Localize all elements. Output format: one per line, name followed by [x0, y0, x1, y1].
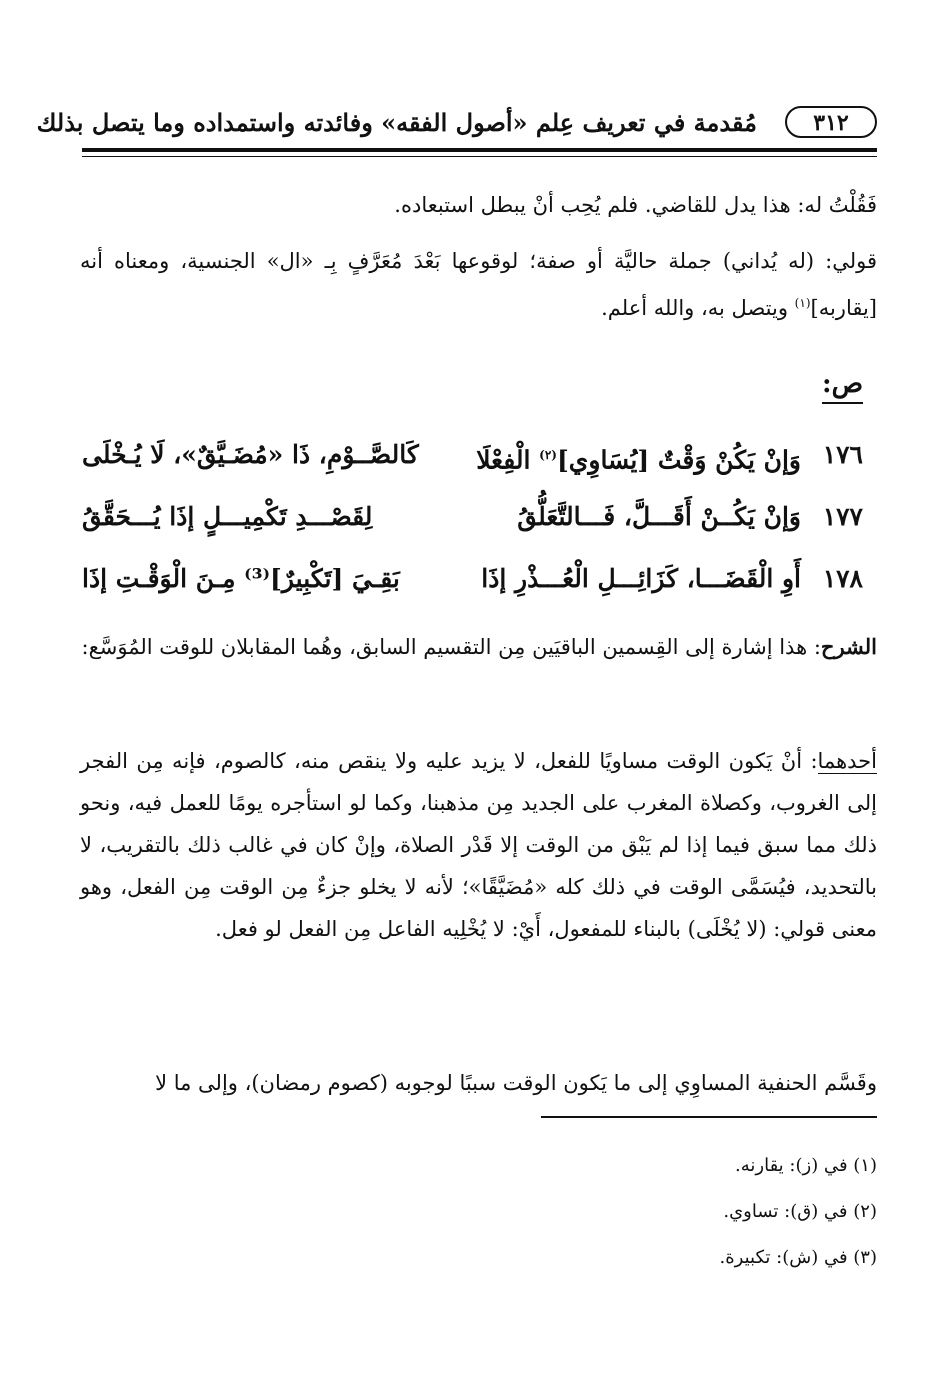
hemistich-text: الْفِعْلَا [476, 445, 540, 475]
verse-first-hemistich: وَإنْ يَكُــنْ أَقَـــلَّ، فَـــالتَّعَلُّقُ [517, 502, 801, 531]
footnote-1: (١) في (ز): يقارنه. [735, 1155, 877, 1176]
footnote-3: (٣) في (ش): تكبيرة. [719, 1247, 877, 1268]
header-rule-thick [82, 148, 877, 152]
header-rule-thin [82, 156, 877, 157]
verse-176 [82, 428, 863, 490]
first-type-label: أحدهما [817, 749, 877, 773]
verse-second-hemistich: بَقِـيَ [تَكْبِيرٌ]⁽³⁾ مِـنَ الْوَقْـتِ إذَا [82, 564, 400, 593]
footnote-2: (٢) في (ق): تساوي. [723, 1201, 877, 1222]
verse-second-hemistich: لِقَصْـــدِ تَكْمِيـــلٍ إذَا يُـــحَقَّقُ [82, 502, 373, 531]
paragraph-2 [80, 240, 877, 329]
running-header [36, 96, 877, 146]
verse-177 [82, 490, 863, 552]
verse-block [82, 428, 863, 614]
paragraph-first-type [80, 740, 877, 950]
footnote-ref-2: (٢) [539, 448, 557, 462]
paragraph-2-text-b: ويتصل به، والله أعلم. [601, 296, 795, 320]
verse-number: ١٧٨ [822, 564, 863, 593]
footnotes [80, 1146, 877, 1284]
page-number: ٣١٢ [785, 106, 877, 138]
footnote-ref-1: (١) [794, 296, 811, 310]
verse-first-hemistich [476, 428, 801, 487]
paragraph-1: فَقُلْتُ له: هذا يدل للقاضي. فلم يُحِب أنْ يبطل استبعاده. [394, 193, 877, 217]
verse-number: ١٧٦ [822, 440, 863, 469]
sharh-label: الشرح [820, 634, 877, 659]
paragraph-2-text-a: قولي: (له يُداني) جملة حاليَّة أو صفة؛ لوقوعها بَعْدَ مُعَرَّفٍ بِـ «ال» الجنسية، ومعناه أنه [يقاربه] [80, 249, 877, 320]
sharh-paragraph [80, 626, 877, 668]
verse-second-hemistich: كَالصَّــوْمِ، ذَا «مُضَـيَّقٌ»، لَا يُـخْلَى [82, 440, 419, 469]
verse-178 [82, 552, 863, 614]
verse-first-hemistich: أَوِ الْقَضَـــا، كَزَائِـــلِ الْعُـــذْرِ إذَا [481, 564, 801, 593]
section-marker-matn: ص: [822, 368, 863, 404]
hemistich-text: وَإنْ يَكُنْ وَقْتٌ [يُسَاوِي] [556, 445, 801, 475]
running-title: مُقدمة في تعريف عِلم «أصول الفقه» وفائدته واستمداده وما يتصل بذلك [36, 108, 757, 137]
paragraph-hanafi: وقَسَّم الحنفية المساوِي إلى ما يَكون الوقت سببًا لوجوبه (كصوم رمضان)، وإلى ما لا [155, 1071, 877, 1095]
first-type-text: : أنْ يَكون الوقت مساويًا للفعل، لا يزيد عليه ولا ينقص منه، كالصوم، فإنه مِن الفجر إلى الغروب، وكصلاة المغرب على الجديد مِن مذهبنا، وكما لو استأجره يومًا للعمل فيه، ونحو ذلك مما سبق فيما إذا لم يَبْق من الوقت إلا قَدْر الصلاة، وإنْ كان في غالب ذلك بالتقريب، لا بالتحديد، فيُسَمَّى الوقت في ذلك كله «مُضَيَّقًا»؛ لأنه لا يخلو جزءٌ مِن الوقت مِن الفعل، وهو معنى قولي: (لا يُخْلَى) بالبناء للمفعول، أَيْ: لا يُخْلِيه الفاعل مِن الفعل لو فعل. [80, 749, 877, 941]
verse-number: ١٧٧ [822, 502, 863, 531]
footnote-separator [541, 1116, 877, 1118]
sharh-text: : هذا إشارة إلى القِسمين الباقيَين مِن التقسيم السابق، وهُما المقابلان للوقت المُوَسَّع: [81, 635, 821, 659]
